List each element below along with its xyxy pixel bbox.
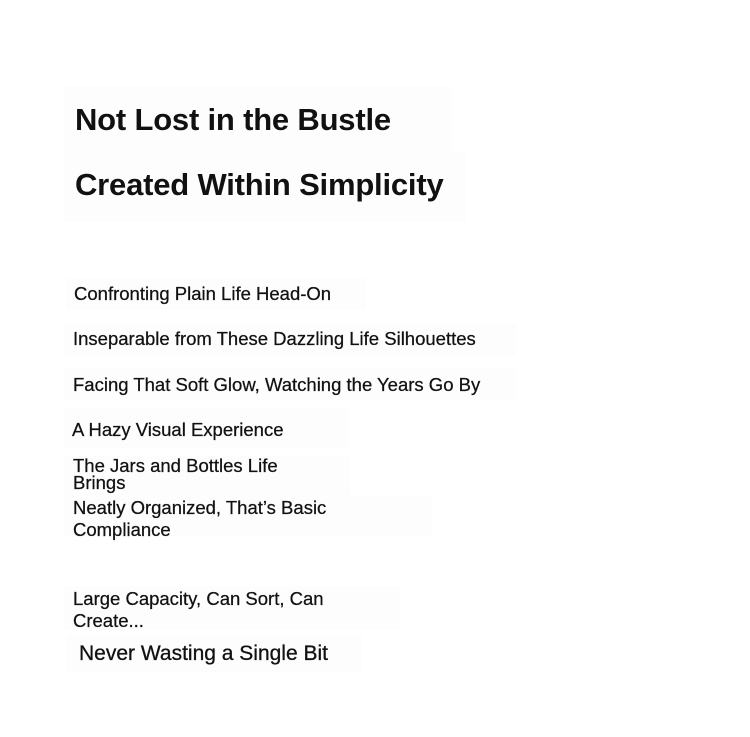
- text-line-7-label: Large Capacity, Can Sort, Can Create...: [73, 588, 324, 631]
- text-line-3: [64, 369, 516, 401]
- text-line-3-label: Facing That Soft Glow, Watching the Years Go By: [73, 374, 481, 395]
- text-line-6: [64, 495, 432, 540]
- text-line-5: [64, 455, 350, 495]
- text-line-2-label: Inseparable from These Dazzling Life Silhouettes: [73, 328, 476, 349]
- text-line-4: [64, 408, 348, 448]
- text-line-1: [66, 278, 366, 310]
- text-line-4-label: A Hazy Visual Experience: [72, 419, 284, 440]
- text-line-6-label: Neatly Organized, That’s Basic Compliance: [73, 497, 327, 540]
- headline-2: Created Within Simplicity: [75, 167, 444, 202]
- headline-1: Not Lost in the Bustle: [75, 102, 391, 137]
- text-line-5-label: The Jars and Bottles Life Brings: [73, 455, 278, 493]
- text-line-8-label: Never Wasting a Single Bit: [79, 642, 328, 665]
- text-line-7: [64, 586, 400, 630]
- text-line-8: [66, 636, 362, 672]
- headline-block-1: [64, 86, 452, 152]
- headline-block-2: [64, 152, 466, 222]
- text-line-1-label: Confronting Plain Life Head-On: [74, 283, 332, 304]
- text-line-2: [64, 323, 516, 355]
